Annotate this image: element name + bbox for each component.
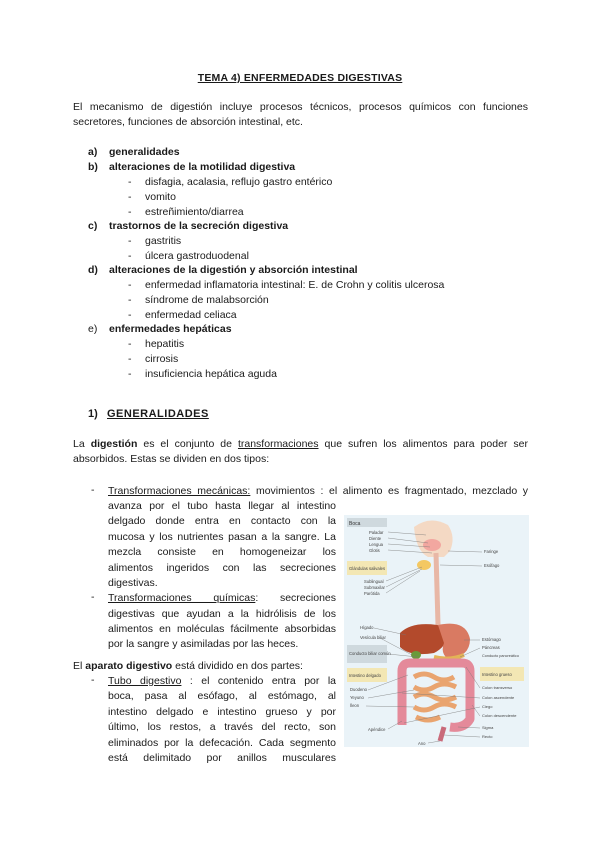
label-ciego: Ciego [482,704,493,709]
label-pancreas: Páncreas [482,645,500,650]
label-conducto-pancreatico: Conducto pancreático [482,654,519,658]
label-sigma: Sigma [482,725,494,730]
label-diente: Diente [369,536,382,541]
salivary-gland-shape [417,560,431,570]
bullet-mecanicas-line: delgado donde entra en contacto con la [108,515,336,527]
label-lengua: Lengua [369,542,383,547]
bullet-quimicas-line: digestivas que ayudan a la hidrólisis de los [108,608,336,620]
tubo-line1: Tubo digestivo : el contenido entra por la [108,675,336,687]
label-yeyuno: Yeyuno [350,695,364,700]
tubo-line: boca, pasa al esófago, al estómago, al [108,690,336,702]
label-estomago: Estómago [482,637,501,642]
digestion-paragraph-line2: absorbidos. Estas se dividen en dos tipos: [73,453,270,465]
label-intestino-grueso: Intestino grueso [482,672,512,677]
bullet-mecanicas-line: digestivas. [108,577,158,589]
bullet-mecanicas-line1: Transformaciones mecánicas: movimientos : el alimento es fragmentado, mezclado y [108,485,529,497]
gallbladder-shape [411,651,421,659]
digestion-paragraph-line1: La digestión es el conjunto de transformaciones que sufren los alimentos para poder ser [73,438,528,450]
esophagus-shape [436,553,438,625]
tubo-line: está delimitado por anillos musculares [108,752,336,764]
label-higado: Hígado [360,625,374,630]
aparato-paragraph: El aparato digestivo está dividido en dos partes: [73,660,303,672]
bullet-mecanicas-line: alimentos ingeridos con las secreciones [108,562,336,574]
label-conducto-biliar: Conducto biliar común [349,651,391,656]
label-colon-ascendente: Colon ascendente [482,695,515,700]
page-title: TEMA 4) ENFERMEDADES DIGESTIVAS [197,72,403,84]
label-intestino-delgado: Intestino delgado [349,673,381,678]
bullet-mecanicas-line: mucosa y los nutrientes pasan a la sangre. La [108,531,336,543]
label-faringe: Faringe [484,549,499,554]
label-paladar: Paladar [369,530,384,535]
label-boca: Boca [349,521,361,527]
digestive-system-figure [344,515,529,747]
bullet-quimicas-line: por la sangre y asimiladas por las heces. [108,638,299,650]
label-glotis: Glotis [369,548,380,553]
label-glandulas: Glándulas salivales [349,566,386,571]
label-parotida: Parótida [364,591,380,596]
bullet-dash: - [91,484,95,496]
label-recto: Recto [482,734,493,739]
bullet-mecanicas-line: mezcla consiste en homogeneizar los [108,546,336,558]
tubo-line: intestino delgado e intestino grueso y por [108,706,336,718]
bullet-mecanicas-line: avanza por el tubo hasta llegar al intestino [108,500,336,512]
label-colon-transverso: Colon transverso [482,685,513,690]
label-duodeno: Duodeno [350,687,367,692]
bullet-quimicas-line: alimentos en moléculas fácilmente absorbidas [108,623,336,635]
tubo-line: eliminados por la defecación. Cada segmento [108,737,336,749]
mouth-shape [423,539,441,551]
bullet-dash: - [91,591,95,603]
bullet-quimicas-line1: Transformaciones químicas: secreciones [108,592,336,604]
intro-paragraph: El mecanismo de digestión incluye procesos técnicos, procesos químicos con funciones secretores, funciones de absorción intestinal, etc. [73,101,528,128]
label-submaxilar: Submaxilar [364,585,385,590]
label-sublingual: Sublingual [364,579,384,584]
tubo-line: último, los restos, a través del recto, son [108,721,336,733]
label-esofago: Esófago [484,563,500,568]
label-apendice: Apéndice [368,727,386,732]
label-ano: Ano [418,741,426,746]
bullet-dash: - [91,674,95,686]
label-vesicula: Vesícula biliar [360,635,386,640]
label-colon-descendente: Colon descendente [482,713,517,718]
document-page: TEMA 4) ENFERMEDADES DIGESTIVAS El mecanismo de digestión incluye procesos técnicos, procesos químicos con funciones secretores, funciones de absorción intestinal, etc. a) generalidades b) alteraciones de la motilidad digestiva - disfagia, acalasia, reflujo gastro entérico - vomito - estreñimiento/diarrea c) trastornos de la secreción digestiva - gastritis - úlcera gastroduodenal d) alteraciones de la digestión y absorción intestinal - enfermedad inflamatoria intestinal: E. de Crohn y colitis ulcerosa - síndrome de malabsorción - enfermedad celiaca e) enfermedades hepáticas - hepatitis - cirrosis - insuficiencia hepática aguda 1) GENERALIDADES La digestión es el conjunto de transformaciones que sufren los alimentos para poder ser absorbidos. Estas se dividen en dos tipos: - Transformaciones mecánicas: movimientos : el alimento es fragmentado, mezclado y avanza por el tubo hasta llegar al intestino delgado donde entra en contacto con la mucosa y los nutrientes pasan a la sangre. La mezcla consiste en homogeneizar los alimentos ingeridos con las secreciones digestivas. - Transformaciones químicas: secreciones digestivas que ayudan a la hidrólisis de los alimentos en moléculas fácilmente absorbidas por la sangre y asimiladas por las heces. El aparato digestivo está dividido en dos partes: - Tubo digestivo : el contenido entra por la boca, pasa al esófago, al estómago, al intestino delgado e intestino grueso y por último, los restos, a través del recto, son eliminados por la defecación. Cada segmento está delimitado por anillos musculares Boca Paladar Diente Lengua Glotis Glándulas salivales Sublingual Submaxilar Parótida Hígado Vesícula biliar Conducto biliar común Intestino delgado Duodeno Yeyuno Íleon Apéndice Ano Faringe Esófago Estómago Páncreas Conducto pancreático Intestino grueso Colon transverso Colon ascendente Ciego Colon descendente Sigma Recto [0,0,600,848]
label-ileon: Íleon [350,703,360,708]
